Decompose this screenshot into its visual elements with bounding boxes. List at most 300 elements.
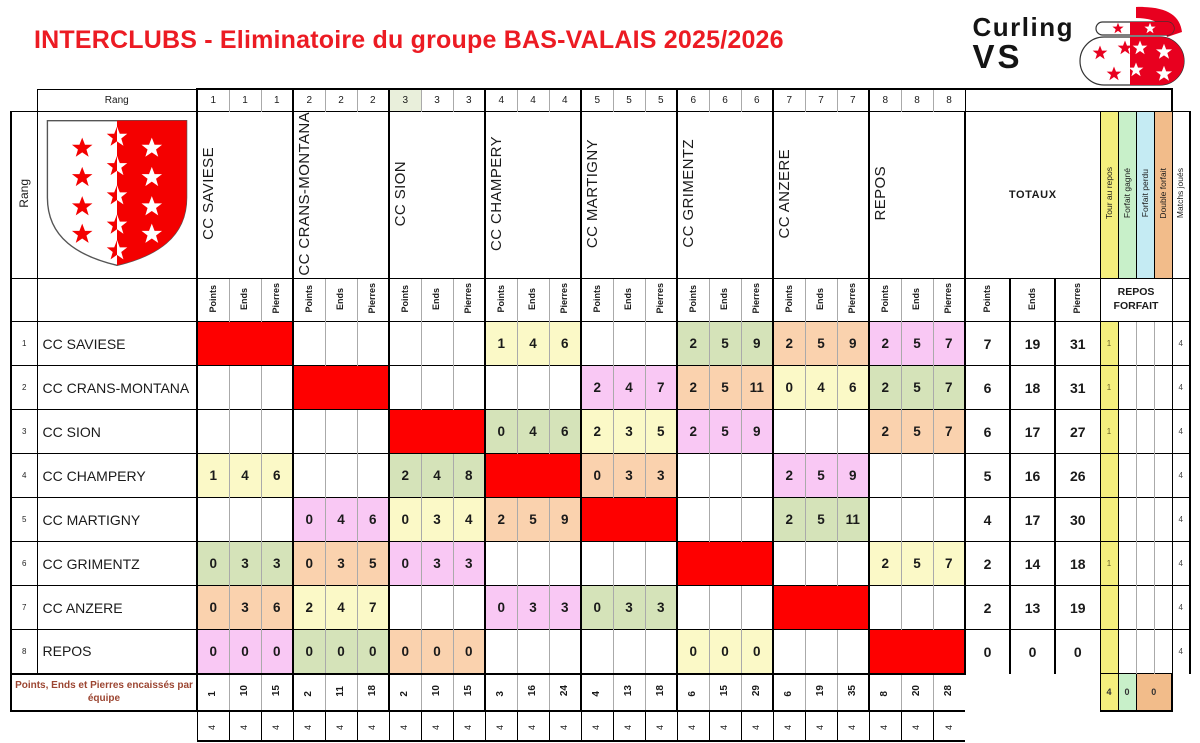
match-empty-cell (261, 366, 293, 410)
match-value: 0 (389, 498, 421, 542)
logo-vs-text: VS (972, 38, 1023, 75)
match-empty-cell (901, 454, 933, 498)
match-empty-cell (517, 630, 549, 674)
matches-played-cell-label: 4 (687, 724, 698, 730)
summary-value (805, 674, 837, 711)
match-value: 3 (613, 586, 645, 630)
match-value: 1 (485, 322, 517, 366)
summary-value-label: 28 (943, 685, 954, 697)
match-empty-cell (773, 630, 805, 674)
match-value: 0 (389, 542, 421, 586)
stat-column-header (485, 279, 517, 322)
match-value: 5 (645, 410, 677, 454)
match-value: 4 (229, 454, 261, 498)
match-empty-cell (773, 410, 805, 454)
match-empty-cell (709, 586, 741, 630)
summary-value-label: 18 (654, 685, 666, 697)
team-name: CC GRIMENTZ (37, 542, 197, 586)
tour-au-repos-cell (1100, 498, 1118, 542)
stat-column-header-label: Points (495, 284, 506, 313)
row-rank: 5 (11, 498, 37, 542)
totaux-stat-header (1010, 279, 1055, 322)
forfait-cell (1154, 410, 1172, 454)
totaux-stat-header-label: Ends (1026, 287, 1037, 310)
summary-value (613, 674, 645, 711)
matches-played-cell (293, 711, 325, 741)
rank-cell: 4 (517, 89, 549, 111)
match-value: 9 (837, 322, 869, 366)
forfait-cell (1154, 542, 1172, 586)
match-value: 3 (453, 542, 485, 586)
match-value: 4 (421, 454, 453, 498)
row-rank: 6 (11, 542, 37, 586)
team-name: CC SION (37, 410, 197, 454)
match-empty-cell (389, 366, 421, 410)
total-ends: 0 (1010, 630, 1055, 674)
match-value: 5 (901, 542, 933, 586)
match-value: 3 (421, 498, 453, 542)
match-value: 7 (933, 410, 965, 454)
matches-played-cell-label: 4 (943, 724, 954, 730)
stat-column-header-label: Ends (335, 287, 346, 310)
total-points: 6 (965, 410, 1010, 454)
matchs-joues-cell: 4 (1172, 366, 1190, 410)
forfait-cell (1136, 454, 1154, 498)
row-rank: 3 (11, 410, 37, 454)
valais-shield-cell (37, 111, 197, 279)
match-value: 7 (933, 542, 965, 586)
match-value: 2 (677, 410, 709, 454)
summary-value (837, 674, 869, 711)
matchs-joues-cell: 4 (1172, 586, 1190, 630)
match-empty-cell (453, 366, 485, 410)
team-name: CC CHAMPERY (37, 454, 197, 498)
total-points: 2 (965, 586, 1010, 630)
matches-played-cell (933, 711, 965, 741)
total-pierres: 31 (1055, 322, 1100, 366)
rank-cell: 3 (453, 89, 485, 111)
stat-column-header (229, 279, 261, 322)
subheader-row (11, 279, 1190, 322)
summary-value-label: 4 (591, 690, 602, 697)
rank-cell: 7 (773, 89, 805, 111)
summary-value (741, 674, 773, 711)
matches-played-cell-label: 4 (303, 724, 314, 730)
stat-column-header-label: Pierres (271, 283, 282, 314)
match-empty-cell (229, 366, 261, 410)
match-value: 0 (741, 630, 773, 674)
match-empty-cell (581, 542, 613, 586)
match-value: 0 (229, 630, 261, 674)
summary-value-label: 2 (399, 690, 410, 697)
header-row (11, 111, 1190, 279)
match-self-cell (197, 322, 293, 366)
matches-played-cell-label: 4 (655, 724, 666, 730)
stat-column-header (389, 279, 421, 322)
summary-spacer (1172, 674, 1190, 711)
match-value: 8 (453, 454, 485, 498)
stat-column-header-label: Pierres (559, 283, 570, 314)
forfait-cell (1118, 454, 1136, 498)
match-empty-cell (645, 542, 677, 586)
match-empty-cell (549, 542, 581, 586)
stat-column-header (261, 279, 293, 322)
summary-value (389, 674, 421, 711)
matches-played-cell-label: 4 (207, 724, 218, 730)
summary-total-badge: 4 (1100, 674, 1118, 711)
row-rank: 4 (11, 454, 37, 498)
stat-column-header-label: Pierres (463, 283, 474, 314)
match-empty-cell (389, 586, 421, 630)
summary-value (709, 674, 741, 711)
total-points: 6 (965, 366, 1010, 410)
stat-column-header-label: Pierres (751, 283, 762, 314)
stat-column-header-label: Pierres (655, 283, 666, 314)
team-column-header-label: CC SAVIESE (200, 146, 217, 240)
match-value: 4 (805, 366, 837, 410)
match-value: 2 (773, 322, 805, 366)
subheader-spacer (37, 279, 197, 322)
match-value: 0 (293, 630, 325, 674)
matches-played-cell (197, 711, 229, 741)
curling-vs-logo (973, 6, 1191, 88)
team-name: CC MARTIGNY (37, 498, 197, 542)
summary-value (549, 674, 581, 711)
matches-played-cell-label: 4 (431, 724, 442, 730)
team-row (11, 410, 1190, 454)
rank-cell: 3 (421, 89, 453, 111)
total-pierres: 19 (1055, 586, 1100, 630)
rank-cell: 5 (645, 89, 677, 111)
summary-value (453, 674, 485, 711)
forfait-cell (1154, 586, 1172, 630)
rank-cell: 6 (709, 89, 741, 111)
match-empty-cell (709, 498, 741, 542)
match-value: 9 (741, 322, 773, 366)
rank-cell: 2 (293, 89, 325, 111)
summary-value-label: 10 (238, 685, 250, 697)
stat-column-header-label: Ends (527, 287, 538, 310)
match-empty-cell (325, 454, 357, 498)
match-value: 5 (805, 498, 837, 542)
matches-played-cell-label: 4 (783, 724, 794, 730)
match-empty-cell (293, 322, 325, 366)
matches-played-cell-label: 4 (399, 724, 410, 730)
match-self-cell (677, 542, 773, 586)
match-value: 2 (485, 498, 517, 542)
match-value: 3 (261, 542, 293, 586)
summary-value (581, 674, 613, 711)
subheader-spacer (11, 279, 37, 322)
match-value: 0 (581, 586, 613, 630)
forfait-cell (1154, 498, 1172, 542)
results-table (10, 88, 1191, 742)
forfait-cell (1118, 586, 1136, 630)
team-column-header-label: CC SION (392, 160, 409, 226)
match-empty-cell (453, 586, 485, 630)
match-value: 9 (837, 454, 869, 498)
match-value: 9 (549, 498, 581, 542)
match-value: 0 (389, 630, 421, 674)
match-empty-cell (933, 454, 965, 498)
repos-forfait-line: REPOS (1117, 286, 1155, 299)
match-value: 0 (197, 630, 229, 674)
match-empty-cell (645, 630, 677, 674)
forfait-cell (1136, 322, 1154, 366)
team-column-header-label: CC CRANS-MONTANA (296, 111, 313, 276)
match-value: 5 (901, 322, 933, 366)
match-empty-cell (293, 454, 325, 498)
team-column-header (197, 111, 293, 279)
summary-value-label: 35 (846, 685, 858, 697)
summary-value-label: 16 (526, 685, 538, 697)
match-empty-cell (933, 586, 965, 630)
match-value: 3 (613, 454, 645, 498)
narrow-column-header-label: Double forfait (1157, 168, 1168, 219)
summary-label (11, 674, 197, 711)
match-empty-cell (357, 410, 389, 454)
forfait-cell (1136, 542, 1154, 586)
summary-value (645, 674, 677, 711)
matchs-joues-cell: 4 (1172, 454, 1190, 498)
match-value: 4 (613, 366, 645, 410)
row-rank: 8 (11, 630, 37, 674)
match-value: 3 (229, 542, 261, 586)
match-empty-cell (901, 586, 933, 630)
rank-cell: 2 (325, 89, 357, 111)
match-empty-cell (677, 454, 709, 498)
match-value: 6 (261, 586, 293, 630)
matchs-joues-cell: 4 (1172, 542, 1190, 586)
forfait-cell (1136, 366, 1154, 410)
summary-value-label: 18 (366, 685, 378, 697)
tour-au-repos-cell: 1 (1100, 410, 1118, 454)
match-empty-cell (677, 498, 709, 542)
team-column-header-label: CC ANZERE (776, 148, 793, 239)
match-empty-cell (549, 630, 581, 674)
match-value: 2 (869, 542, 901, 586)
team-column-header (677, 111, 773, 279)
total-pierres: 18 (1055, 542, 1100, 586)
match-empty-cell (581, 630, 613, 674)
match-value: 5 (709, 322, 741, 366)
stat-column-header-label: Points (399, 284, 410, 313)
summary-value (869, 674, 901, 711)
summary-row (11, 674, 1190, 711)
matches-played-cell-label: 4 (271, 724, 282, 730)
matches-played-cell (549, 711, 581, 741)
match-value: 3 (549, 586, 581, 630)
match-empty-cell (613, 630, 645, 674)
summary-value (293, 674, 325, 711)
stat-column-header (677, 279, 709, 322)
total-ends: 13 (1010, 586, 1055, 630)
match-empty-cell (357, 322, 389, 366)
match-value: 2 (869, 322, 901, 366)
match-value: 9 (741, 410, 773, 454)
match-empty-cell (421, 366, 453, 410)
summary-value (901, 674, 933, 711)
matches-played-cell (389, 711, 421, 741)
matches-played-cell (901, 711, 933, 741)
summary-value (197, 674, 229, 711)
totaux-stat-header (1055, 279, 1100, 322)
stat-column-header-label: Points (591, 284, 602, 313)
match-value: 3 (229, 586, 261, 630)
forfait-cell (1118, 410, 1136, 454)
matches-played-cell-label: 4 (335, 724, 346, 730)
rank-cell: 5 (613, 89, 645, 111)
match-value: 3 (613, 410, 645, 454)
matches-played-cell-label: 4 (751, 724, 762, 730)
match-empty-cell (357, 454, 389, 498)
rank-cell: 6 (677, 89, 709, 111)
tour-au-repos-cell (1100, 586, 1118, 630)
forfait-cell (1154, 322, 1172, 366)
matches-played-cell (869, 711, 901, 741)
rank-cell: 6 (741, 89, 773, 111)
total-points: 4 (965, 498, 1010, 542)
matchs-joues-cell: 4 (1172, 630, 1190, 674)
summary-value (261, 674, 293, 711)
total-ends: 14 (1010, 542, 1055, 586)
summary-label-line: Points, Ends et Pierres encaissés par (15, 680, 193, 692)
match-empty-cell (901, 498, 933, 542)
match-value: 11 (837, 498, 869, 542)
forfait-cell (1136, 586, 1154, 630)
summary-value (325, 674, 357, 711)
match-empty-cell (869, 498, 901, 542)
repos-forfait-line: FORFAIT (1113, 300, 1159, 313)
match-empty-cell (677, 586, 709, 630)
total-ends: 16 (1010, 454, 1055, 498)
summary-value-label: 15 (462, 685, 474, 697)
match-value: 0 (421, 630, 453, 674)
team-name: CC SAVIESE (37, 322, 197, 366)
narrow-column-header-label: Forfait perdu (1139, 169, 1150, 218)
matches-played-cell (613, 711, 645, 741)
tour-au-repos-cell: 1 (1100, 322, 1118, 366)
match-value: 2 (581, 366, 613, 410)
forfait-cell (1118, 366, 1136, 410)
stat-column-header-label: Points (207, 284, 218, 313)
total-points: 5 (965, 454, 1010, 498)
match-value: 0 (677, 630, 709, 674)
forfait-cell (1154, 454, 1172, 498)
summary-value-label: 6 (783, 690, 794, 697)
stat-column-header (421, 279, 453, 322)
forfait-cell (1136, 630, 1154, 674)
match-value: 6 (261, 454, 293, 498)
match-empty-cell (837, 630, 869, 674)
matches-played-cell-label: 4 (463, 724, 474, 730)
team-row (11, 586, 1190, 630)
forfait-cell (1154, 366, 1172, 410)
team-column-header-label: CC MARTIGNY (584, 138, 601, 248)
matchs-joues-cell: 4 (1172, 410, 1190, 454)
stat-column-header-label: Points (879, 284, 890, 313)
summary-total-badge: 0 (1136, 674, 1172, 711)
summary-value-label: 15 (718, 685, 730, 697)
match-value: 6 (549, 322, 581, 366)
match-value: 3 (645, 454, 677, 498)
match-empty-cell (549, 366, 581, 410)
summary-spacer (1055, 674, 1100, 711)
match-empty-cell (741, 586, 773, 630)
stat-column-header-label: Pierres (943, 283, 954, 314)
matches-played-cell (741, 711, 773, 741)
match-value: 3 (421, 542, 453, 586)
rank-cell: 7 (805, 89, 837, 111)
stat-column-header (197, 279, 229, 322)
match-self-cell (485, 454, 581, 498)
stat-column-header (517, 279, 549, 322)
match-empty-cell (229, 410, 261, 454)
matches-played-cell (837, 711, 869, 741)
total-points: 0 (965, 630, 1010, 674)
match-self-cell (293, 366, 389, 410)
match-value: 0 (581, 454, 613, 498)
total-pierres: 27 (1055, 410, 1100, 454)
team-column-header-label: REPOS (872, 166, 889, 221)
match-empty-cell (805, 542, 837, 586)
match-empty-cell (325, 322, 357, 366)
summary-value (677, 674, 709, 711)
match-empty-cell (645, 322, 677, 366)
match-value: 1 (197, 454, 229, 498)
rank-cell: 5 (581, 89, 613, 111)
rank-cell: 4 (549, 89, 581, 111)
stat-column-header (613, 279, 645, 322)
tour-au-repos-cell: 1 (1100, 366, 1118, 410)
rank-cell: 2 (357, 89, 389, 111)
match-empty-cell (517, 542, 549, 586)
stat-column-header (645, 279, 677, 322)
stat-column-header-label: Points (303, 284, 314, 313)
matches-played-cell-label: 4 (815, 724, 826, 730)
team-column-header-label: CC GRIMENTZ (680, 139, 697, 248)
logo-text (973, 14, 1075, 75)
rank-cell: 8 (901, 89, 933, 111)
matches-played-cell-label: 4 (239, 724, 250, 730)
totaux-stat-header (965, 279, 1010, 322)
summary-value (421, 674, 453, 711)
rang-axis-cell-label: Rang (16, 178, 31, 208)
match-value: 2 (677, 366, 709, 410)
stat-column-header-label: Points (783, 284, 794, 313)
summary-value-label: 6 (687, 690, 698, 697)
match-value: 6 (837, 366, 869, 410)
team-name: CC ANZERE (37, 586, 197, 630)
match-empty-cell (709, 454, 741, 498)
forfait-cell (1136, 410, 1154, 454)
matchs-joues-cell: 4 (1172, 322, 1190, 366)
match-value: 0 (485, 410, 517, 454)
match-empty-cell (197, 498, 229, 542)
stat-column-header (773, 279, 805, 322)
match-value: 0 (197, 542, 229, 586)
forfait-cell (1136, 498, 1154, 542)
team-name: CC CRANS-MONTANA (37, 366, 197, 410)
narrow-column-header-label: Matchs joués (1175, 168, 1186, 219)
matches-played-cell (485, 711, 517, 741)
summary-value (357, 674, 389, 711)
summary-value-label: 13 (622, 685, 634, 697)
summary-spacer (1010, 674, 1055, 711)
matches-played-cell (517, 711, 549, 741)
stat-column-header (805, 279, 837, 322)
match-empty-cell (453, 322, 485, 366)
